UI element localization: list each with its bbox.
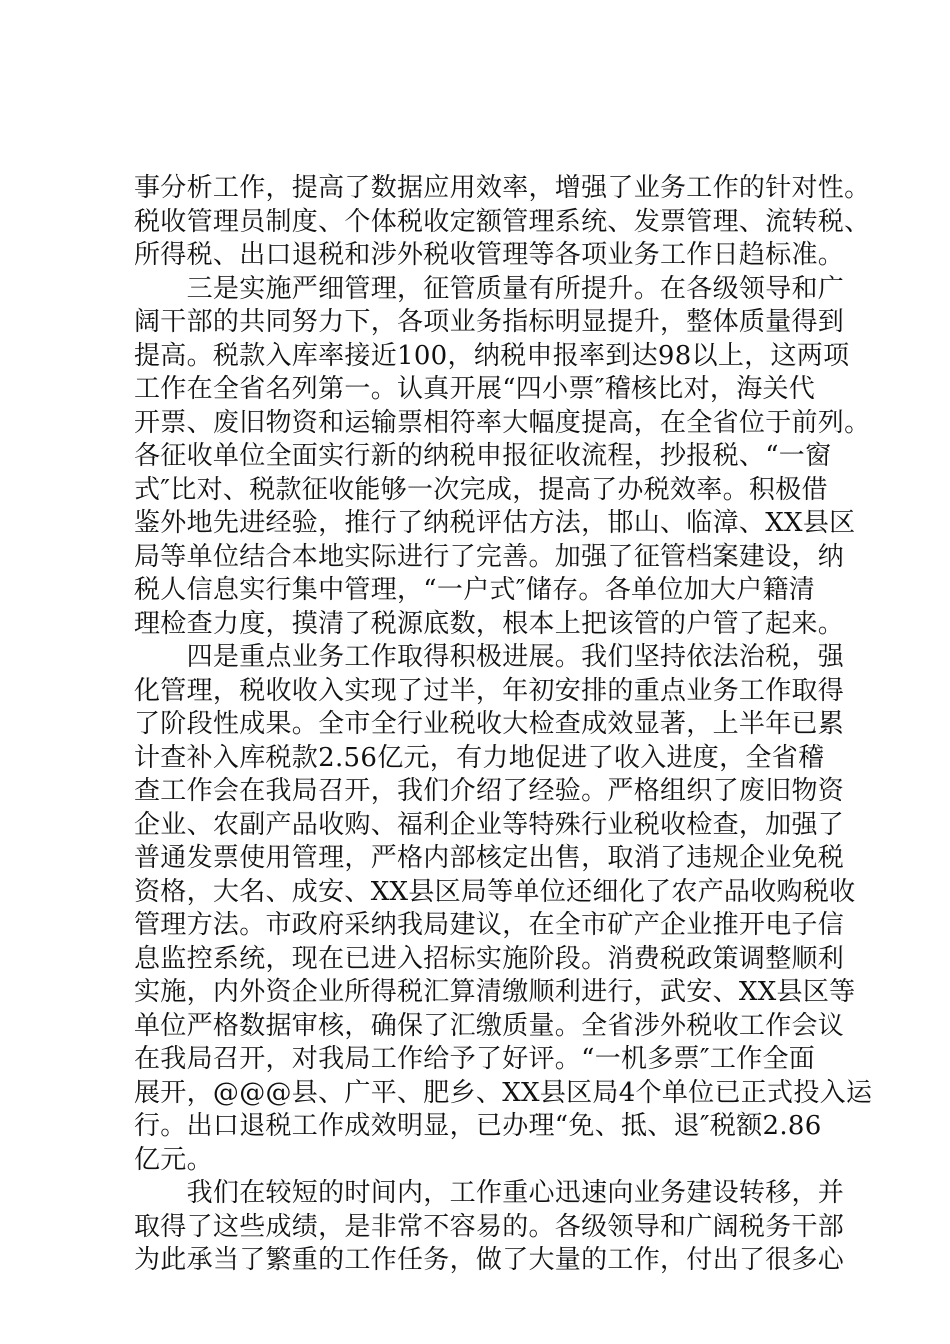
text-line: 式″比对、税款征收能够一次完成，提高了办税效率。积极借 bbox=[134, 474, 828, 505]
text-line: 展开，@@@县、广平、肥乡、XX县区局4个单位已正式投入运 bbox=[134, 1077, 873, 1108]
text-line: 各征收单位全面实行新的纳税申报征收流程，抄报税、“一窗 bbox=[134, 441, 832, 471]
text-line: 提高。税款入库率接近100，纳税申报率到达98以上，这两项 bbox=[134, 340, 850, 371]
text-line: 行。出口退税工作成效明显，已办理“免、抵、退″税额2.86 bbox=[134, 1111, 822, 1141]
text-line: 亿元。 bbox=[134, 1144, 213, 1175]
text-line: 了阶段性成果。全市全行业税收大检查成效显著，上半年已累 bbox=[134, 709, 845, 739]
text-line: 开票、废旧物资和运输票相符率大幅度提高，在全省位于前列。 bbox=[134, 407, 871, 438]
text-line: 取得了这些成绩，是非常不容易的。各级领导和广阔税务干部 bbox=[134, 1211, 845, 1242]
document-body bbox=[134, 172, 873, 1278]
text-line: 我们在较短的时间内，工作重心迅速向业务建设转移，并 bbox=[134, 1178, 845, 1208]
text-line: 计查补入库税款2.56亿元，有力地促进了收入进度，全省稽 bbox=[134, 742, 825, 773]
text-line: 普通发票使用管理，严格内部核定出售，取消了违规企业免税 bbox=[134, 843, 845, 873]
text-line: 单位严格数据审核，确保了汇缴质量。全省涉外税收工作会议 bbox=[134, 1010, 845, 1041]
text-line: 企业、农副产品收购、福利企业等特殊行业税收检查，加强了 bbox=[134, 809, 845, 840]
text-line: 在我局召开，对我局工作给予了好评。“一机多票″工作全面 bbox=[134, 1044, 816, 1074]
text-line: 阔干部的共同努力下，各项业务指标明显提升，整体质量得到 bbox=[134, 307, 845, 337]
text-line: 税人信息实行集中管理，“一户式″储存。各单位加大户籍清 bbox=[134, 575, 816, 605]
text-line: 四是重点业务工作取得积极进展。我们坚持依法治税，强 bbox=[134, 642, 845, 672]
text-line: 实施，内外资企业所得税汇算清缴顺利进行，武安、XX县区等 bbox=[134, 977, 856, 1007]
text-line: 息监控系统，现在已进入招标实施阶段。消费税政策调整顺利 bbox=[134, 943, 845, 974]
text-line: 查工作会在我局召开，我们介绍了经验。严格组织了废旧物资 bbox=[134, 776, 845, 806]
text-line: 为此承当了繁重的工作任务，做了大量的工作，付出了很多心 bbox=[134, 1245, 845, 1275]
text-line: 事分析工作，提高了数据应用效率，增强了业务工作的针对性。 bbox=[134, 173, 871, 203]
text-line: 管理方法。市政府采纳我局建议，在全市矿产企业推开电子信 bbox=[134, 910, 845, 940]
text-line: 工作在全省名列第一。认真开展“四小票″稽核比对，海关代 bbox=[134, 374, 816, 404]
text-line: 局等单位结合本地实际进行了完善。加强了征管档案建设，纳 bbox=[134, 541, 845, 572]
text-line: 三是实施严细管理，征管质量有所提升。在各级领导和广 bbox=[134, 273, 845, 304]
text-line: 所得税、出口退税和涉外税收管理等各项业务工作日趋标准。 bbox=[134, 240, 845, 270]
text-line: 税收管理员制度、个体税收定额管理系统、发票管理、流转税、 bbox=[134, 206, 871, 237]
text-line: 鉴外地先进经验，推行了纳税评估方法，邯山、临漳、XX县区 bbox=[134, 508, 856, 538]
text-line: 理检查力度，摸清了税源底数，根本上把该管的户管了起来。 bbox=[134, 608, 845, 639]
text-line: 化管理，税收收入实现了过半，年初安排的重点业务工作取得 bbox=[134, 675, 845, 706]
text-line: 资格，大名、成安、XX县区局等单位还细化了农产品收购税收 bbox=[134, 876, 856, 907]
